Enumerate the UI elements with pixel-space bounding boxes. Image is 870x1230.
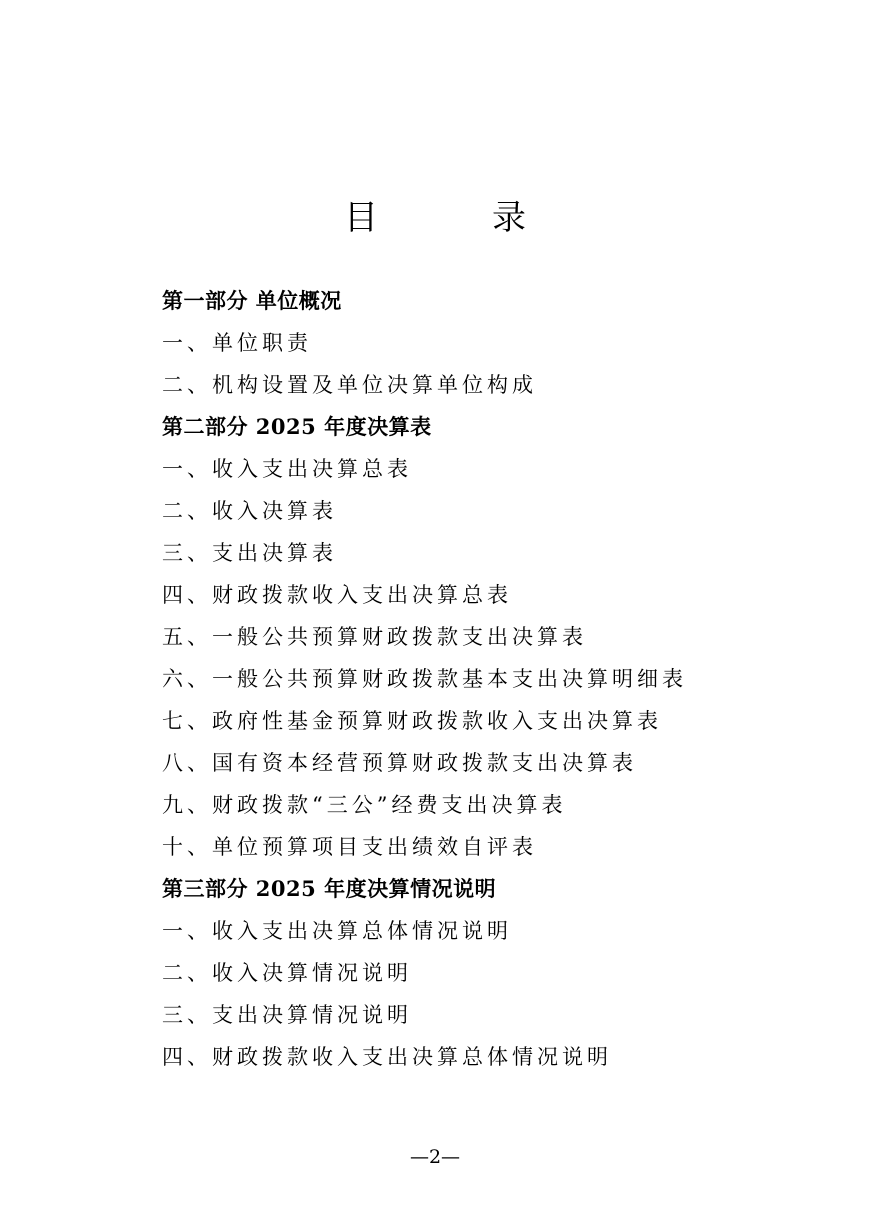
toc-item: 五、一般公共预算财政拨款支出决算表 — [162, 625, 587, 649]
toc-item: 二、机构设置及单位决算单位构成 — [162, 373, 537, 397]
toc-item: 八、国有资本经营预算财政拨款支出决算表 — [162, 751, 637, 775]
toc-item: 一、收入支出决算总体情况说明 — [162, 919, 512, 943]
toc-item: 九、财政拨款“三公”经费支出决算表 — [162, 793, 567, 817]
toc-item: 六、一般公共预算财政拨款基本支出决算明细表 — [162, 667, 687, 691]
toc-item: 二、收入决算情况说明 — [162, 961, 412, 985]
toc-item: 一、单位职责 — [162, 331, 312, 355]
toc-item: 一、收入支出决算总表 — [162, 457, 412, 481]
toc-item: 四、财政拨款收入支出决算总表 — [162, 583, 512, 607]
toc-item: 四、财政拨款收入支出决算总体情况说明 — [162, 1045, 612, 1069]
toc-item: 二、收入决算表 — [162, 499, 337, 523]
toc-item: 七、政府性基金预算财政拨款收入支出决算表 — [162, 709, 662, 733]
toc-part-heading: 第二部分 2025 年度决算表 — [162, 414, 432, 439]
toc-item: 三、支出决算情况说明 — [162, 1003, 412, 1027]
toc-part-heading: 第一部分 单位概况 — [162, 288, 342, 313]
page-number: —2— — [409, 1146, 461, 1168]
toc-part-heading: 第三部分 2025 年度决算情况说明 — [162, 876, 497, 901]
page-title: 目 录 — [344, 198, 566, 238]
table-of-contents — [162, 280, 812, 1078]
toc-item: 十、单位预算项目支出绩效自评表 — [162, 835, 537, 859]
toc-item: 三、支出决算表 — [162, 541, 337, 565]
